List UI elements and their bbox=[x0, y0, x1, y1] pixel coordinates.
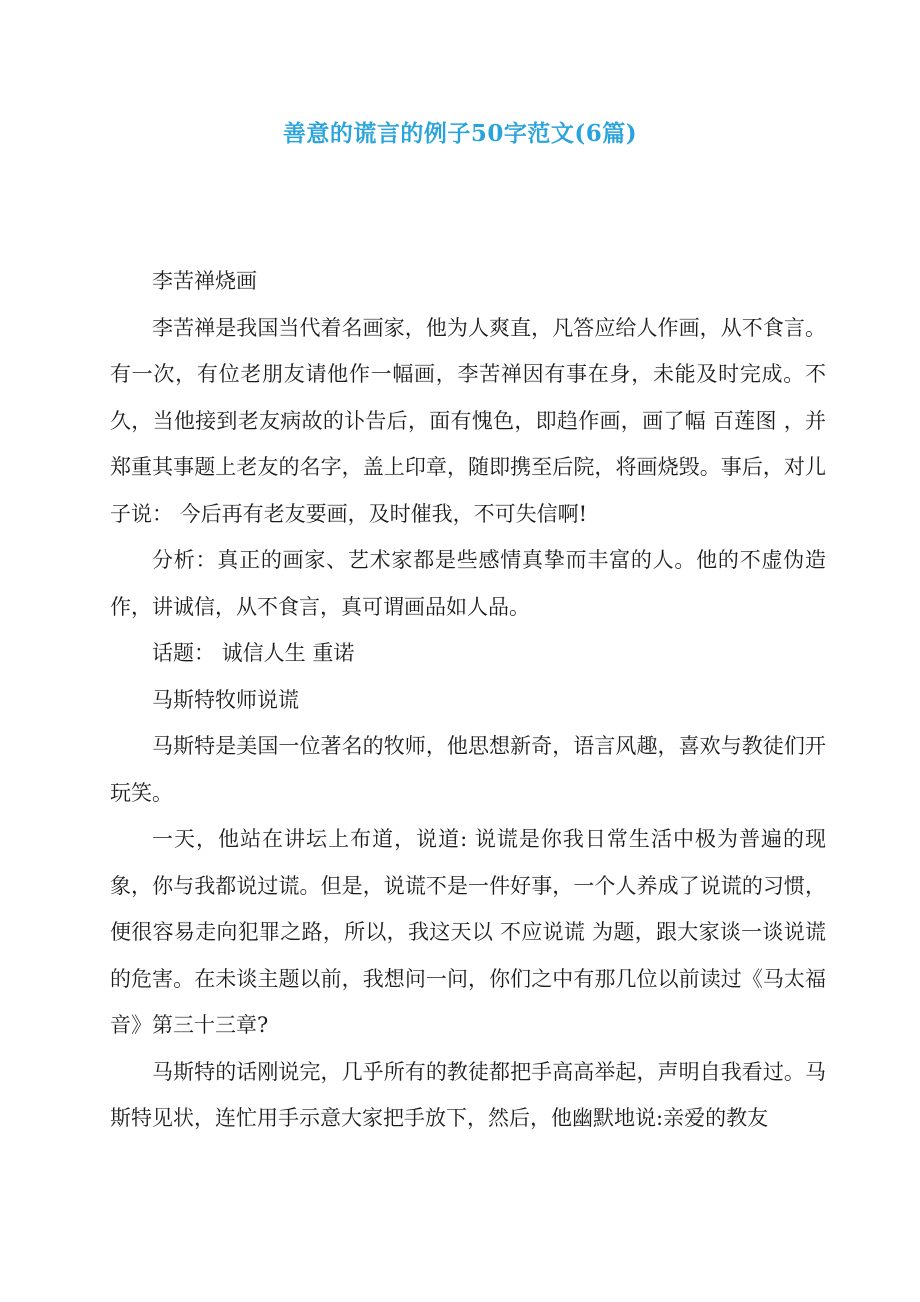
paragraph-masters-intro: 马斯特是美国一位著名的牧师，他思想新奇，语言风趣，喜欢与教徒们开玩笑。 bbox=[110, 734, 826, 805]
paragraph-heading-li-kuchan: 李苦禅烧画 bbox=[152, 269, 257, 293]
paragraph-masters-sermon: 一天，他站在讲坛上布道，说道: 说谎是你我日常生活中极为普遍的现象，你与我都说过谎。但是，说谎不是一件好事，一个人养成了说谎的习惯，便很容易走向犯罪之路，所以，我这天以 不应说谎 为题，跟大家谈一谈说谎的危害。在未谈主题以前，我想问一问，你们之中有那几位以前读过《马太福音》第三十三章? bbox=[110, 827, 826, 1037]
paragraph-masters-response: 马斯特的话刚说完，几乎所有的教徒都把手高高举起，声明自我看过。马斯特见状，连忙用手示意大家把手放下，然后，他幽默地说:亲爱的教友 bbox=[110, 1059, 826, 1130]
document-body bbox=[110, 258, 826, 1142]
paragraph-heading-masters: 马斯特牧师说谎 bbox=[152, 687, 299, 712]
paragraph-analysis: 分析：真正的画家、艺术家都是些感情真挚而丰富的人。他的不虚伪造作，讲诚信，从不食言，真可谓画品如人品。 bbox=[110, 548, 826, 619]
paragraph-li-kuchan-story: 李苦禅是我国当代着名画家，他为人爽直，凡答应给人作画，从不食言。有一次，有位老朋友请他作一幅画，李苦禅因有事在身，未能及时完成。不久，当他接到老友病故的讣告后，面有愧色，即趋作画，画了幅 百莲图 ，并郑重其事题上老友的名字，盖上印章，随即携至后院，将画烧毁。事后，对儿子说： 今后再有老友要画，及时催我，不可失信啊! bbox=[110, 315, 826, 526]
document-title: 善意的谎言的例子50字范文(6篇) bbox=[282, 120, 638, 147]
paragraph-topic: 话题： 诚信人生 重诺 bbox=[152, 641, 355, 665]
